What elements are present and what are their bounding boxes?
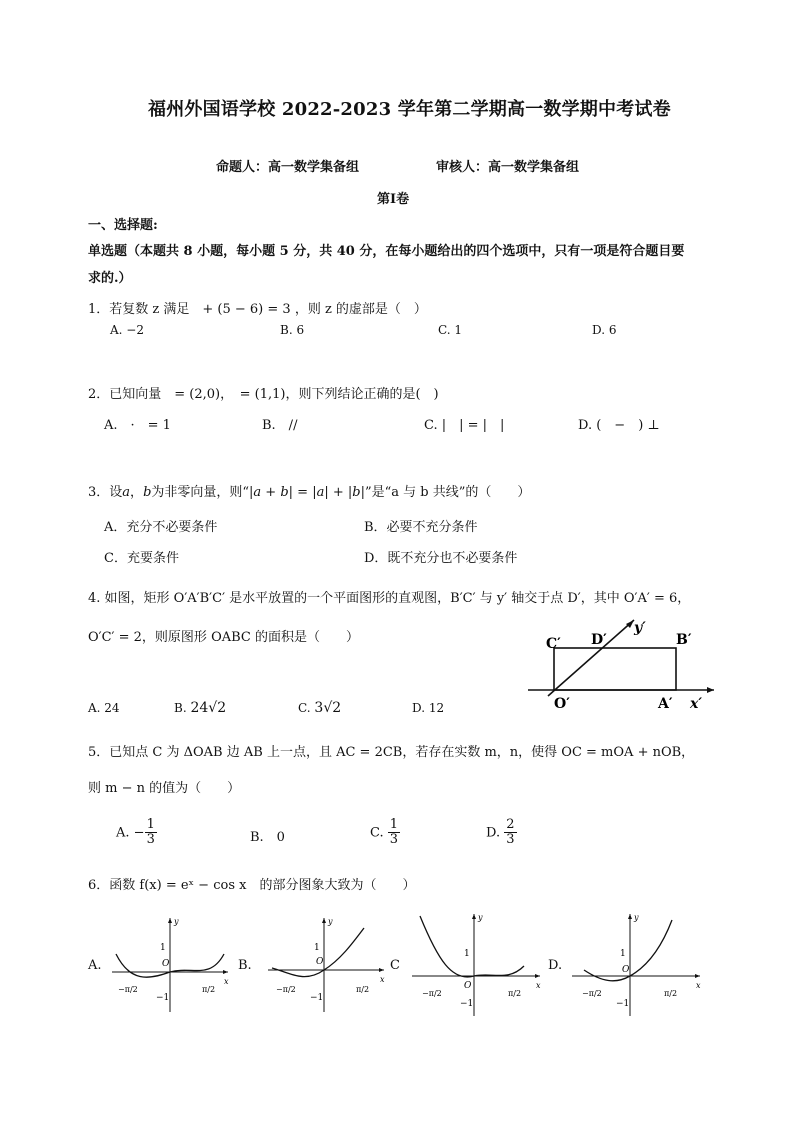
svg-text:−π/2: −π/2 bbox=[118, 985, 138, 994]
svg-text:π/2: π/2 bbox=[508, 989, 522, 998]
q3-option-d: D．既不充分也不必要条件 bbox=[364, 551, 518, 566]
q6-graph-d bbox=[568, 910, 704, 1020]
q4-line1: 4. 如图，矩形 O′A′B′C′ 是水平放置的一个平面图形的直观图，B′C′ 与 y′ 轴交于点 D′，其中 O′A′ = 6， bbox=[88, 591, 691, 606]
q1-option-d: D. 6 bbox=[592, 323, 617, 337]
svg-text:1: 1 bbox=[464, 949, 470, 959]
q5-option-d: D. $\frac{2}{3}$ bbox=[486, 817, 515, 848]
q5-option-c: C. $\frac{1}{3}$ bbox=[370, 817, 399, 848]
q6-graph-c bbox=[408, 910, 544, 1020]
q4-option-c: C. 3√2 bbox=[298, 700, 342, 716]
q2-stem: 2．已知向量 = (2,0)， = (1,1)，则下列结论正确的是( ) bbox=[88, 387, 439, 402]
q3-option-c: C．充要条件 bbox=[104, 551, 179, 566]
label-a: A′ bbox=[658, 696, 673, 712]
q6-stem: 6．函数 f(x) = eˣ − cos x 的部分图象大致为（ ） bbox=[88, 878, 416, 893]
q5-option-a: A. − $\frac{1}{3}$ bbox=[116, 817, 155, 848]
q4-figure bbox=[522, 612, 718, 720]
q6-label-a: A. bbox=[88, 958, 102, 973]
q3-option-b: B．必要不充分条件 bbox=[364, 520, 478, 535]
svg-text:x: x bbox=[224, 977, 229, 986]
q2-option-c: C. | | = | | bbox=[424, 418, 505, 433]
q3-option-a: A．充分不必要条件 bbox=[104, 520, 218, 535]
q2-option-d: D. ( − ) ⊥ bbox=[578, 418, 660, 433]
q2-option-a: A. · = 1 bbox=[104, 418, 171, 433]
svg-text:−π/2: −π/2 bbox=[276, 985, 296, 994]
label-o: O′ bbox=[554, 696, 570, 712]
svg-text:x: x bbox=[696, 981, 701, 990]
q4-option-d: D. 12 bbox=[412, 701, 445, 715]
section-instructions-2: 求的.） bbox=[88, 271, 132, 286]
label-c: C′ bbox=[546, 636, 561, 652]
svg-text:x: x bbox=[380, 975, 385, 984]
reviewer-line: 审核人：高一数学集备组 bbox=[436, 160, 580, 175]
svg-text:−1: −1 bbox=[460, 999, 474, 1009]
svg-text:y: y bbox=[634, 913, 639, 922]
svg-text:−1: −1 bbox=[616, 999, 630, 1009]
q6-graph-a bbox=[108, 914, 234, 1016]
label-d: D′ bbox=[591, 632, 607, 648]
q4-option-a: A. 24 bbox=[88, 701, 120, 715]
q1-stem: 1．若复数 z 满足 + (5 − 6) = 3 ，则 z 的虚部是（ ） bbox=[88, 302, 427, 317]
q4-option-b: B. 24√2 bbox=[174, 700, 227, 716]
label-b: B′ bbox=[676, 632, 692, 648]
svg-text:1: 1 bbox=[314, 943, 320, 953]
svg-text:y: y bbox=[478, 913, 483, 922]
label-x: x′ bbox=[690, 696, 703, 712]
q2-option-b: B. // bbox=[262, 418, 298, 433]
svg-text:1: 1 bbox=[160, 943, 166, 953]
exam-title: 福州外国语学校 2022-2023 学年第二学期高一数学期中考试卷 bbox=[148, 99, 671, 120]
svg-text:π/2: π/2 bbox=[356, 985, 370, 994]
rectangle-OABC bbox=[554, 648, 676, 690]
q5-option-b: B. 0 bbox=[250, 830, 285, 845]
setter-line: 命题人：高一数学集备组 bbox=[216, 160, 360, 175]
q5-line2: 则 m − n 的值为（ ） bbox=[88, 781, 241, 796]
svg-text:−1: −1 bbox=[310, 993, 324, 1003]
svg-text:1: 1 bbox=[620, 949, 626, 959]
q4-line2: O′C′ = 2，则原图形 OABC 的面积是（ ） bbox=[88, 630, 359, 645]
svg-text:−π/2: −π/2 bbox=[582, 989, 602, 998]
q1-option-b: B. 6 bbox=[280, 323, 305, 337]
section-instructions-1: 单选题（本题共 8 小题，每小题 5 分，共 40 分，在每小题给出的四个选项中，只有一项是符合题目要 bbox=[88, 244, 685, 259]
svg-text:x: x bbox=[536, 981, 541, 990]
volume-label: 第Ⅰ卷 bbox=[377, 192, 410, 207]
label-y: y′ bbox=[634, 620, 646, 636]
q6-label-b: B. bbox=[238, 958, 252, 973]
section-heading: 一、选择题: bbox=[88, 218, 158, 233]
q6-label-c: C bbox=[390, 958, 400, 973]
q3-condition: |a + b| = |a| + |b| bbox=[249, 485, 365, 500]
q1-option-c: C. 1 bbox=[438, 323, 463, 337]
q6-graph-b bbox=[264, 914, 390, 1016]
svg-text:π/2: π/2 bbox=[202, 985, 216, 994]
svg-text:π/2: π/2 bbox=[664, 989, 678, 998]
q1-option-a: A. −2 bbox=[110, 323, 144, 337]
q6-label-d: D. bbox=[548, 958, 563, 973]
svg-text:O: O bbox=[162, 959, 170, 969]
curve-c bbox=[420, 916, 524, 977]
svg-text:y: y bbox=[328, 917, 333, 926]
svg-text:O: O bbox=[316, 957, 324, 967]
svg-text:−1: −1 bbox=[156, 993, 170, 1003]
svg-text:y: y bbox=[174, 917, 179, 926]
svg-text:−π/2: −π/2 bbox=[422, 989, 442, 998]
q3-stem: 3．设a，b为非零向量，则“|a + b| = |a| + |b|”是“a 与 b 共线”的（ ） bbox=[88, 485, 531, 500]
svg-text:O: O bbox=[464, 981, 472, 991]
q5-line1: 5．已知点 C 为 ΔOAB 边 AB 上一点，且 AC = 2CB，若存在实数 m，n，使得 OC = mOA + nOB， bbox=[88, 745, 695, 760]
svg-text:O: O bbox=[622, 965, 630, 975]
